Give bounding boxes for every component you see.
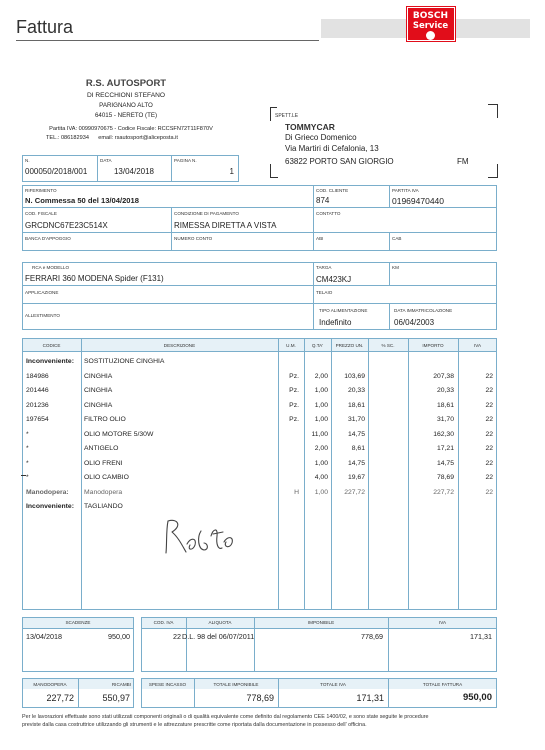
table-cell-prezzo: 8,61 [351,445,365,452]
recipient-street: Via Martiri di Cefalonia, 13 [285,144,379,153]
col-header-qta: Q.TA' [311,343,324,348]
table-cell-um: H [294,488,299,496]
table-cell-qta: 1,00 [314,459,328,467]
fields-box [22,185,497,251]
table-cell-descrizione: FILTRO OLIO [84,416,126,423]
alimentazione: Indefinito [319,318,352,327]
doc-date: 13/04/2018 [113,167,155,176]
table-cell-codice: * [26,430,29,438]
iva-col-sep-3 [388,617,389,672]
table-cell-prezzo: 18,61 [347,401,365,409]
table-cell-iva: 22 [485,488,493,496]
margin-mark [21,475,26,476]
table-cell-descrizione: OLIO CAMBIO [84,474,129,481]
table-cell-descrizione: OLIO FRENI [84,459,123,467]
alimentazione-label: TIPO ALIMENTAZIONE [319,308,368,313]
corner-mark-br [488,177,498,178]
table-cell-qta: 2,00 [314,445,328,452]
corner-mark-bl [270,177,278,178]
header-bar [321,19,407,38]
issuer-name: R.S. AUTOSPORT [85,78,167,89]
col-header-descrizione: DESCRIZIONE [163,343,196,348]
table-cell-iva: 22 [485,430,493,438]
table-cell-um: Pz. [289,416,299,423]
doc-date-label: DATA [100,158,112,163]
rca: FERRARI 360 MODENA Spider (F131) [25,274,164,283]
email-value: rsautosport@aliceposta.it [114,135,178,141]
tel-label: TEL.: [46,135,60,141]
recipient-contact: Di Grieco Domenico [285,133,357,142]
table-cell-prezzo: 103,69 [344,372,365,380]
table-cell-iva: 22 [485,445,493,452]
issuer-address: PARIGNANO ALTO [99,102,153,109]
page-number-label: PAGINA N. [174,158,197,163]
iva-cod: 22 [173,632,181,641]
targa: CM423KJ [316,275,352,284]
table-cell-codice: Manodopera: [26,488,69,496]
km-label: KM [392,265,399,270]
tot-iva: 171,31 [356,693,384,703]
abi-label: ABI [316,236,324,241]
tot-iva-label: TOTALE IVA [320,682,346,687]
recipient-label: SPETT.LE [275,113,299,119]
recipient-city: 63822 PORTO SAN GIORGIO [285,157,394,166]
issuer-city: 64015 - NERETO (TE) [94,112,158,119]
fields-col-sep-4 [389,232,390,251]
cab-label: CAB [392,236,402,241]
table-cell-iva: 22 [485,474,493,481]
table-cell-descrizione: CINGHIA [84,387,113,394]
manodopera-label: MANODOPERA [33,682,67,687]
table-cell-um: Pz. [289,401,299,409]
table-cell-importo: 20,33 [436,387,454,394]
doc-info-sep-2 [171,155,172,182]
tot-fattura-label: TOTALE FATTURA [422,682,463,687]
table-cell-importo: 227,72 [433,488,454,496]
handwritten-signature-icon [160,515,245,560]
col-header-codice: CODICE [42,343,61,348]
page-number: 1 [229,167,234,176]
partita-iva-label: PARTITA IVA [392,188,419,193]
iva-col-sep-1 [186,617,187,672]
corner-mark-tl [270,107,277,108]
table-cell-codice: * [26,474,29,481]
spese-label: SPESE INCASSO [148,682,187,687]
targa-label: TARGA [316,265,332,270]
corner-mark-bl-v [270,164,271,178]
condizione-label: CONDIZIONE DI PAGAMENTO [174,211,239,216]
table-cell-codice: Inconveniente: [26,358,74,365]
fields-row-sep-2 [22,232,497,233]
iva-header-sep [141,628,497,629]
fields-col-sep-2 [313,185,314,251]
email-label: email: [98,135,114,141]
vehicle-row-sep-1 [22,285,497,286]
immatricolazione-label: DATA IMMATRICOLAZIONE [394,308,453,313]
table-cell-prezzo: 31,70 [347,416,365,423]
riferimento-label: RIFERIMENTO [25,188,57,193]
logo-emblem-icon [426,31,435,40]
scadenze-amount: 950,00 [108,632,130,641]
fields-col-sep-1 [171,207,172,251]
immatricolazione: 06/04/2003 [394,318,435,327]
fields-row-sep-1 [22,207,497,208]
table-cell-descrizione: CINGHIA [84,401,113,409]
recipient-name: TOMMYCAR [285,122,335,132]
table-cell-descrizione: OLIO MOTORE 5/30W [84,430,154,438]
title-underline [16,40,319,41]
scadenze-header-sep [22,628,134,629]
iva-aliquota-label: ALIQUOTA [208,620,232,625]
col-header-importo: IMPORTO [422,343,444,348]
tot-fattura: 950,00 [462,692,492,703]
table-cell-prezzo: 20,33 [347,387,365,394]
doc-info-sep-1 [97,155,98,182]
table-cell-importo: 162,30 [433,430,454,438]
iva-imponibile: 778,69 [361,632,383,641]
bosch-service-logo [407,7,455,41]
issuer-ids: Partita IVA: 00990970675 - Codice Fiscale: RCCSFN72T11F870V [49,126,213,132]
table-cell-iva: 22 [485,416,493,423]
footer-line-2: previste dalla casa costruttrice utilizzando gli strumenti e le attrezzature prescritte come riportata dalla documentazione in possesso dell' officina. [22,722,367,728]
header-bar-right [456,19,530,38]
table-cell-descrizione: TAGLIANDO [84,503,123,510]
vehicle-col-sep-3 [389,303,390,330]
ricambi-label: RICAMBI [111,682,131,687]
table-cell-descrizione: Manodopera [84,488,123,496]
table-cell-codice: 201446 [26,387,49,394]
telaio-label: TELAIO [316,290,333,295]
cod-fiscale: GRCDNC67E23C514X [25,221,108,230]
table-cell-iva: 22 [485,401,493,409]
items-header-sep [22,351,497,352]
corner-mark-tl-v [270,107,271,121]
tot-imponibile: 778,69 [246,693,274,703]
issuer-owner: DI RECCHIONI STEFANO [86,92,166,99]
logo-line2: Service [412,21,449,31]
vehicle-col-sep-1 [313,262,314,330]
table-cell-um: Pz. [289,372,299,380]
vehicle-col-sep-2 [389,262,390,285]
iva-cod-label: COD. IVA [153,620,174,625]
iva-iva: 171,31 [470,632,492,641]
table-cell-qta: 1,00 [314,401,328,409]
table-cell-descrizione: ANTIGELO [84,445,119,452]
table-cell-importo: 14,75 [436,459,454,467]
table-cell-qta: 1,00 [314,387,328,394]
table-cell-codice: Inconveniente: [26,503,74,510]
page-title: Fattura [16,17,74,37]
contatto-label: CONTATTO [316,211,341,216]
corner-mark-tr-v [497,104,498,118]
table-cell-codice: 201236 [26,401,49,409]
iva-imponibile-label: IMPONIBILE [307,620,335,625]
table-cell-qta: 2,00 [314,372,328,380]
table-cell-descrizione: SOSTITUZIONE CINGHIA [84,358,165,365]
table-cell-importo: 18,61 [436,401,454,409]
ricambi-total: 550,97 [102,693,130,703]
table-cell-iva: 22 [485,387,493,394]
iva-aliquota: D.L. 98 del 06/07/2011 [182,632,255,641]
issuer-contacts [46,135,178,141]
col-header-iva: IVA [473,343,482,348]
table-cell-codice: 197654 [26,416,49,423]
col-header-um: U.M. [286,343,296,348]
table-cell-prezzo: 14,75 [347,459,365,467]
cod-fiscale-label: COD. FISCALE [25,211,57,216]
items-col-sep-1 [81,338,82,610]
manodopera-total: 227,72 [46,693,74,703]
table-cell-importo: 31,70 [436,416,454,423]
table-cell-qta: 1,00 [314,488,328,496]
applicazione-label: APPLICAZIONE [25,290,59,295]
recipient-province: FM [457,157,469,166]
table-cell-descrizione: CINGHIA [84,372,113,380]
table-cell-importo: 78,69 [436,474,454,481]
col-header-sconto: % SC. [381,343,395,348]
items-col-sep-5 [368,338,369,610]
cod-cliente-label: COD. CLIENTE [316,188,349,193]
col-header-prezzo: PREZZO UN. [335,343,364,348]
partita-iva: 01969470440 [392,196,445,206]
doc-number: 000050/2018/001 [25,167,88,176]
table-cell-importo: 207,38 [433,372,454,380]
corner-mark-br-v [497,164,498,178]
table-cell-qta: 1,00 [314,416,328,423]
table-cell-prezzo: 14,75 [347,430,365,438]
numero-conto-label: NUMERO CONTO [174,236,213,241]
allestimento-label: ALLESTIMENTO [25,313,60,318]
table-cell-importo: 17,21 [436,445,454,452]
condizione: RIMESSA DIRETTA A VISTA [174,221,277,230]
rca-label: RCA e MODELLO [32,265,70,270]
tot-imponibile-label: TOTALE IMPONIBILE [213,682,259,687]
doc-number-label: N. [25,158,30,163]
logo-line1: BOSCH [412,11,449,21]
table-cell-iva: 22 [485,459,493,467]
iva-iva-label: IVA [438,620,447,625]
table-cell-codice: * [26,445,29,452]
table-cell-um: Pz. [289,387,299,394]
table-cell-prezzo: 19,67 [347,474,365,481]
scadenze-label: SCADENZE [65,620,91,625]
table-cell-codice: * [26,459,29,467]
table-cell-qta: 11,00 [311,430,328,438]
banca-label: BANCA D'APPOGGIO [25,236,71,241]
tel-value: 086182934 [60,135,89,141]
table-cell-prezzo: 227,72 [344,488,365,496]
table-cell-codice: 184986 [26,372,49,380]
iva-col-sep-2 [254,617,255,672]
fields-col-sep-3 [389,185,390,207]
cod-cliente: 874 [316,196,330,205]
table-cell-iva: 22 [485,372,493,380]
vehicle-row-sep-2 [22,303,497,304]
riferimento: N. Commessa 50 del 13/04/2018 [25,196,139,205]
scadenze-date: 13/04/2018 [26,632,62,641]
footer-line-1: Per le lavorazioni effettuate sono stati utilizzati componenti originali o di qualità equivalente come definito dal regolamento CEE 1400/02, e sono state seguite le procedure [22,714,429,720]
table-cell-qta: 4,00 [314,474,328,481]
